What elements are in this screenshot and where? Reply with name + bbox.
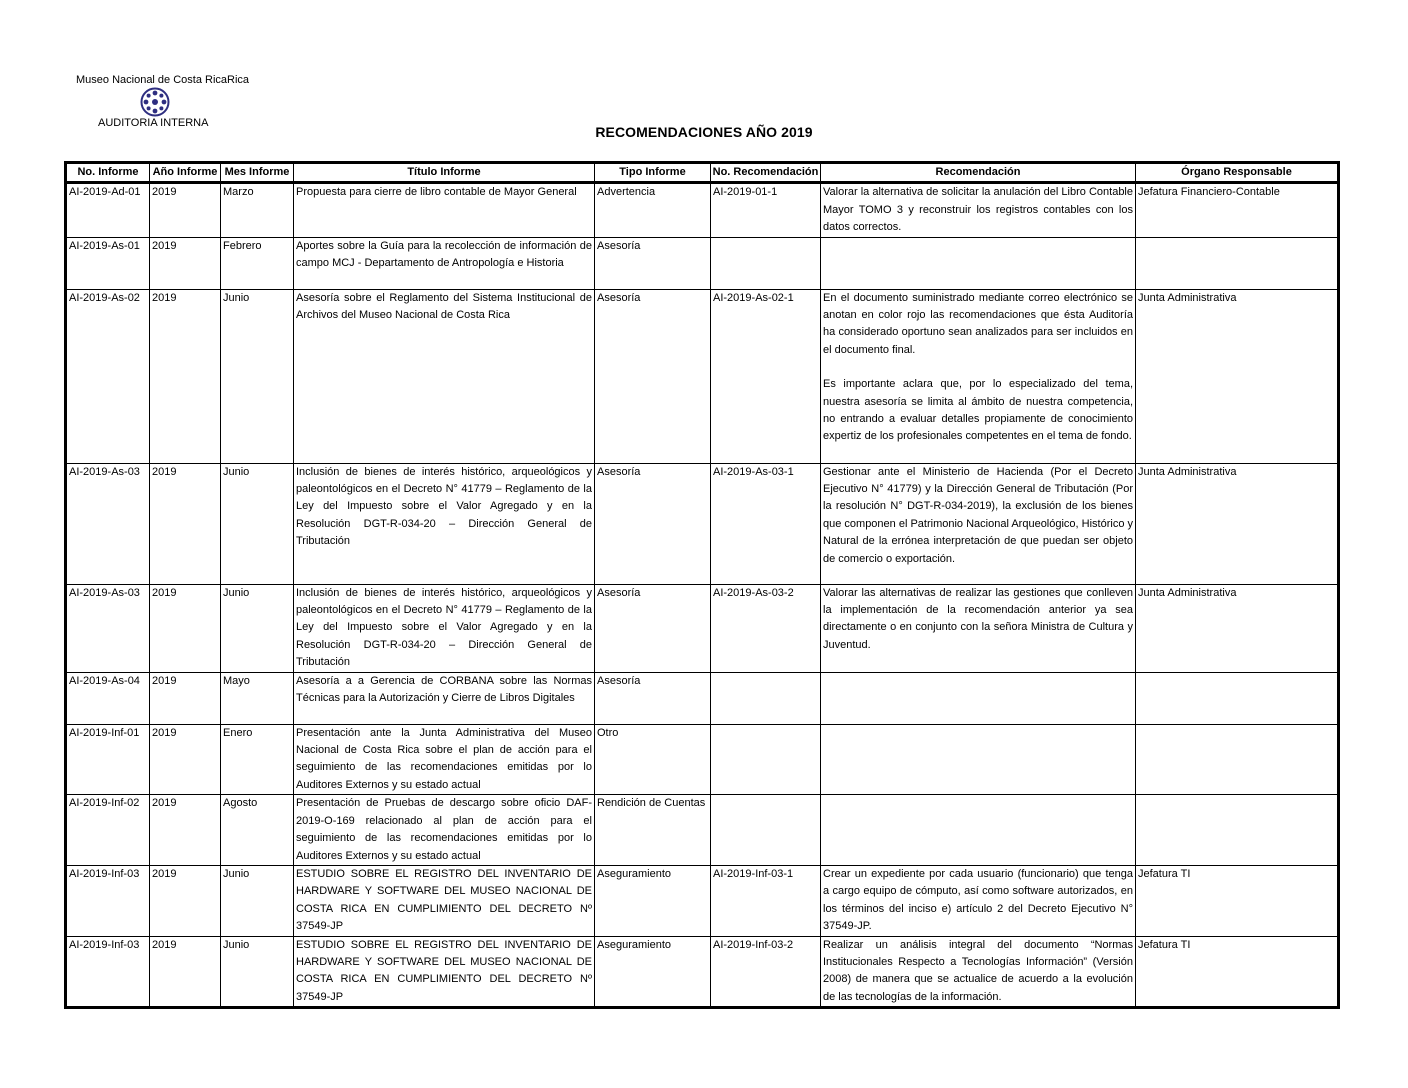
cell-anio-informe: 2019 [150,289,221,463]
cell-titulo-informe: ESTUDIO SOBRE EL REGISTRO DEL INVENTARIO DE HARDWARE Y SOFTWARE DEL MUSEO NACIONAL DE COSTA RICA EN CUMPLIMIENTO DEL DECRETO Nº 37549-JP [294,936,595,1008]
recomendacion-text: Valorar las alternativas de realizar las gestiones que conlleven la implementación de la recomendación anterior ya sea directamente o en conjunto con la señora Ministra de Cultura y Juventud. [823,586,1133,651]
cell-anio-informe: 2019 [150,672,221,724]
cell-no-recomendacion [711,795,821,866]
cell-recomendacion [821,463,1136,584]
cell-organo-responsable [1136,672,1339,724]
cell-recomendacion [821,183,1136,237]
cell-no-informe: AI-2019-As-01 [66,237,150,289]
cell-no-informe: AI-2019-Ad-01 [66,183,150,237]
column-header-anio-informe: Año Informe [150,163,221,183]
org-name: Museo Nacional de Costa RicaRica [76,74,250,86]
cell-no-informe: AI-2019-As-04 [66,672,150,724]
table-body [66,183,1339,1008]
cell-no-informe: AI-2019-Inf-02 [66,795,150,866]
cell-anio-informe: 2019 [150,237,221,289]
museum-seal-icon [140,87,170,117]
cell-organo-responsable: Junta Administrativa [1136,463,1339,584]
cell-no-informe: AI-2019-As-03 [66,584,150,672]
cell-titulo-informe: Asesoría a a Gerencia de CORBANA sobre las Normas Técnicas para la Autorización y Cierre de Libros Digitales [294,672,595,724]
cell-tipo-informe: Asesoría [595,584,711,672]
column-header-tipo-informe: Tipo Informe [595,163,711,183]
recommendations-table [64,161,1340,1009]
cell-titulo-informe: Presentación de Pruebas de descargo sobre oficio DAF-2019-O-169 relacionado al plan de acción para el seguimiento de las recomendaciones emitidas por lo Auditores Externos y su estado actual [294,795,595,866]
cell-tipo-informe: Asesoría [595,672,711,724]
cell-titulo-informe: Inclusión de bienes de interés histórico, arqueológicos y paleontológicos en el Decreto N° 41779 – Reglamento de la Ley del Impuesto sobre el Valor Agregado y en la Resolución DGT-R-034-20 – Dirección General de Tributación [294,463,595,584]
column-header-mes-informe: Mes Informe [221,163,294,183]
recomendacion-text: Valorar la alternativa de solicitar la anulación del Libro Contable Mayor TOMO 3 y reconstruir los registros contables con los datos correctos. [823,186,1133,234]
cell-anio-informe: 2019 [150,183,221,237]
cell-mes-informe: Junio [221,463,294,584]
cell-no-recomendacion: AI-2019-01-1 [711,183,821,237]
cell-tipo-informe: Asesoría [595,463,711,584]
cell-tipo-informe: Asesoría [595,237,711,289]
cell-no-recomendacion [711,672,821,724]
cell-no-informe: AI-2019-Inf-01 [66,724,150,795]
cell-no-recomendacion [711,724,821,795]
recomendacion-text: Realizar un análisis integral del documento “Normas Institucionales Respecto a Tecnologías Información” (Versión 2008) de manera que se actualice de acuerdo a la evolución de las tecnologías de la información. [823,938,1133,1003]
cell-tipo-informe: Aseguramiento [595,936,711,1008]
cell-organo-responsable: Jefatura Financiero-Contable [1136,183,1339,237]
cell-mes-informe: Marzo [221,183,294,237]
cell-organo-responsable: Jefatura TI [1136,865,1339,936]
cell-organo-responsable [1136,237,1339,289]
cell-mes-informe: Junio [221,289,294,463]
cell-organo-responsable [1136,795,1339,866]
document-title: RECOMENDACIONES AÑO 2019 [595,124,813,140]
cell-tipo-informe: Aseguramiento [595,865,711,936]
table-row [66,463,1339,584]
table-row [66,183,1339,237]
cell-tipo-informe: Asesoría [595,289,711,463]
cell-mes-informe: Febrero [221,237,294,289]
cell-recomendacion [821,795,1136,866]
column-header-organo-responsable: Órgano Responsable [1136,163,1339,183]
cell-mes-informe: Agosto [221,795,294,866]
column-header-recomendacion: Recomendación [821,163,1136,183]
cell-titulo-informe: Inclusión de bienes de interés histórico, arqueológicos y paleontológicos en el Decreto N° 41779 – Reglamento de la Ley del Impuesto sobre el Valor Agregado y en la Resolución DGT-R-034-20 – Dirección General de Tributación [294,584,595,672]
cell-mes-informe: Junio [221,865,294,936]
table-row [66,237,1339,289]
cell-no-recomendacion: AI-2019-As-03-1 [711,463,821,584]
cell-anio-informe: 2019 [150,936,221,1008]
cell-no-recomendacion: AI-2019-As-02-1 [711,289,821,463]
cell-anio-informe: 2019 [150,724,221,795]
cell-no-informe: AI-2019-As-03 [66,463,150,584]
column-header-no-informe: No. Informe [66,163,150,183]
table-row [66,724,1339,795]
cell-titulo-informe: ESTUDIO SOBRE EL REGISTRO DEL INVENTARIO DE HARDWARE Y SOFTWARE DEL MUSEO NACIONAL DE COSTA RICA EN CUMPLIMIENTO DEL DECRETO Nº 37549-JP [294,865,595,936]
cell-organo-responsable [1136,724,1339,795]
recomendacion-text: Gestionar ante el Ministerio de Hacienda (Por el Decreto Ejecutivo N° 41779) y la Dirección General de Tributación (Por la resolución N° DGT-R-034-2019), la exclusión de los bienes que componen el Patrimonio Nacional Arqueológico, Histórico y Natural de la errónea interpretación de que puedan ser objeto de comercio o exportación. [823,465,1134,565]
recomendacion-text-2: Es importante aclara que, por lo especializado del tema, nuestra asesoría se limita al ámbito de nuestra competencia, no entrando a evaluar detalles propiamente de conocimiento expertiz de los profesionales competentes en el tema de fondo. [823,378,1133,443]
cell-no-informe: AI-2019-As-02 [66,289,150,463]
cell-organo-responsable: Jefatura TI [1136,936,1339,1008]
column-header-titulo-informe: Título Informe [294,163,595,183]
cell-recomendacion [821,724,1136,795]
cell-no-recomendacion [711,237,821,289]
cell-no-informe: AI-2019-Inf-03 [66,865,150,936]
cell-anio-informe: 2019 [150,584,221,672]
recomendacion-text: En el documento suministrado mediante correo electrónico se anotan en color rojo las recomendaciones que ésta Auditoría ha considerado oportuno sean analizados para ser incluidos en el documento final. [823,291,1133,356]
cell-tipo-informe: Otro [595,724,711,795]
cell-mes-informe: Mayo [221,672,294,724]
column-header-no-recomendacion: No. Recomendación [711,163,821,183]
cell-titulo-informe: Asesoría sobre el Reglamento del Sistema Institucional de Archivos del Museo Nacional de Costa Rica [294,289,595,463]
cell-no-informe: AI-2019-Inf-03 [66,936,150,1008]
cell-anio-informe: 2019 [150,463,221,584]
cell-mes-informe: Junio [221,584,294,672]
recomendacion-text: Crear un expediente por cada usuario (funcionario) que tenga a cargo equipo de cómputo, así como software autorizados, en los términos del inciso e) artículo 2 del Decreto Ejecutivo N° 37549-JP. [823,867,1133,933]
cell-recomendacion [821,584,1136,672]
cell-organo-responsable: Junta Administrativa [1136,289,1339,463]
cell-titulo-informe: Propuesta para cierre de libro contable de Mayor General [294,183,595,237]
cell-no-recomendacion: AI-2019-Inf-03-1 [711,865,821,936]
cell-tipo-informe: Rendición de Cuentas [595,795,711,866]
cell-recomendacion [821,936,1136,1008]
table-row [66,672,1339,724]
cell-anio-informe: 2019 [150,865,221,936]
cell-recomendacion [821,865,1136,936]
cell-organo-responsable: Junta Administrativa [1136,584,1339,672]
cell-tipo-informe: Advertencia [595,183,711,237]
cell-recomendacion [821,672,1136,724]
cell-recomendacion [821,237,1136,289]
table-row [66,795,1339,866]
table-row [66,936,1339,1008]
cell-mes-informe: Junio [221,936,294,1008]
cell-recomendacion [821,289,1136,463]
table-row [66,584,1339,672]
cell-anio-informe: 2019 [150,795,221,866]
cell-titulo-informe: Aportes sobre la Guía para la recolección de información de campo MCJ - Departamento de Antropología e Historia [294,237,595,289]
table-row [66,289,1339,463]
cell-no-recomendacion: AI-2019-As-03-2 [711,584,821,672]
table-header-row [66,163,1339,183]
cell-titulo-informe: Presentación ante la Junta Administrativa del Museo Nacional de Costa Rica sobre el plan de acción para el seguimiento de las recomendaciones emitidas por lo Auditores Externos y su estado actual [294,724,595,795]
audit-unit-label: AUDITORIA INTERNA [98,117,209,129]
table-row [66,865,1339,936]
cell-mes-informe: Enero [221,724,294,795]
cell-no-recomendacion: AI-2019-Inf-03-2 [711,936,821,1008]
